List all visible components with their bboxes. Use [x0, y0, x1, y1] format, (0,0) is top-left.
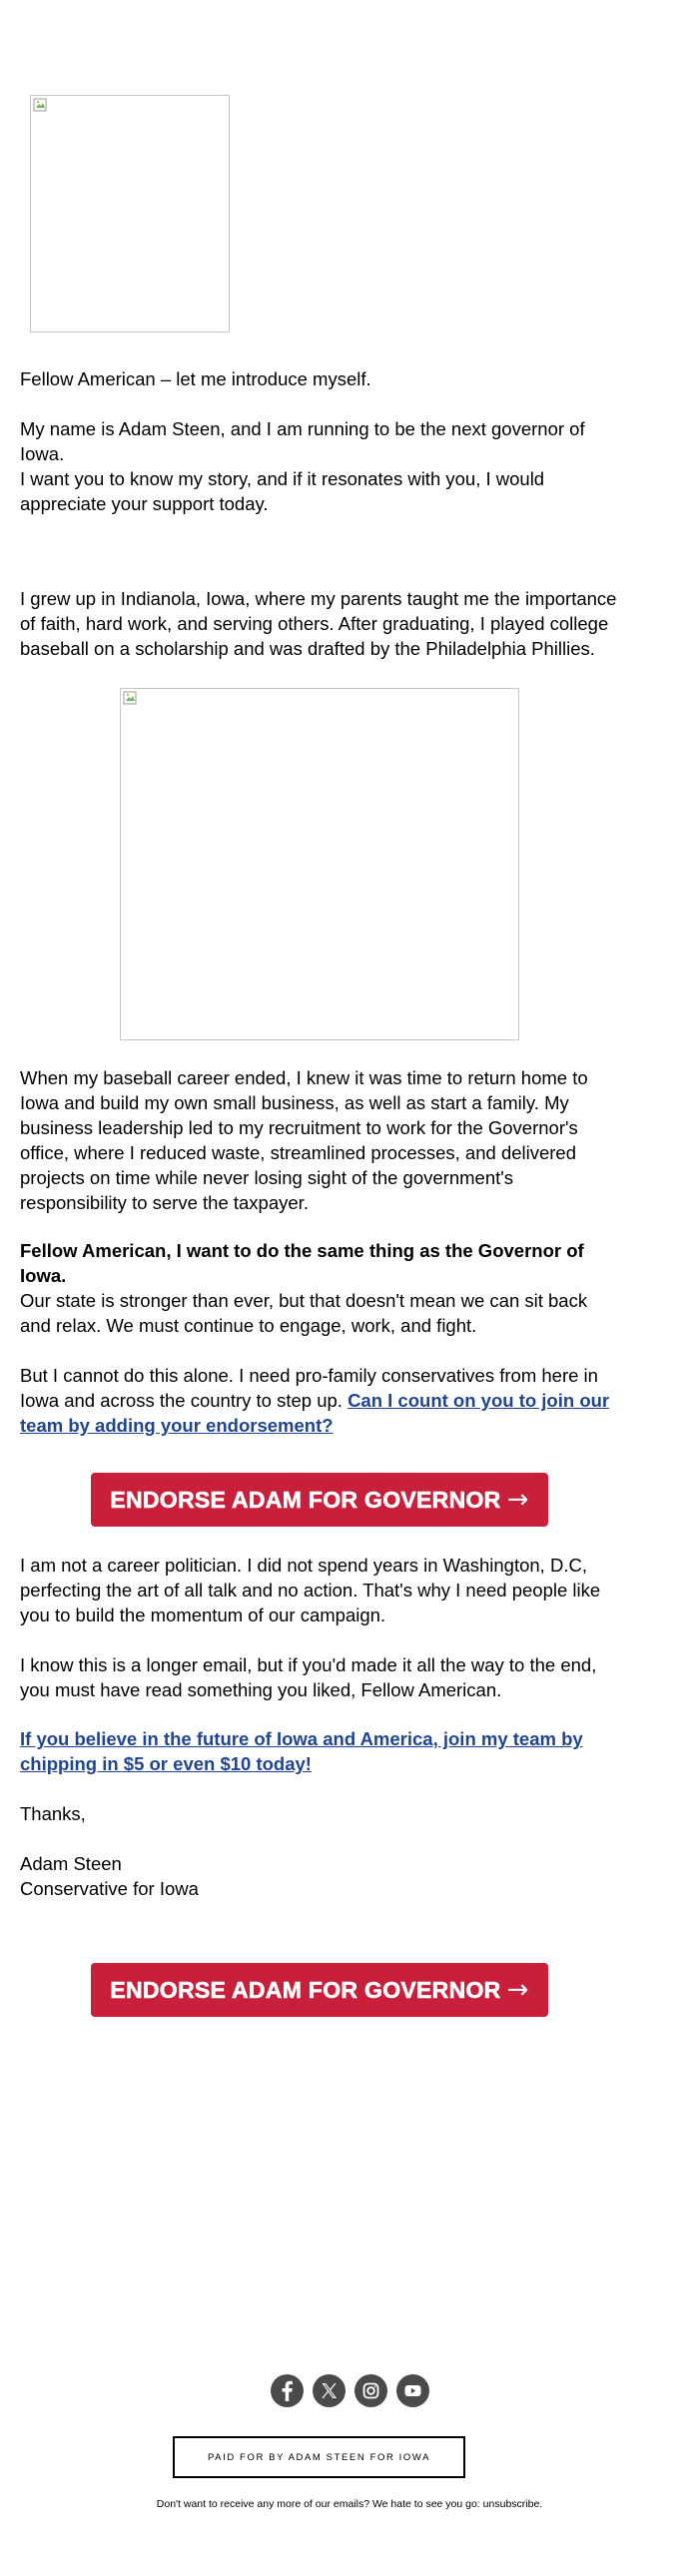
signature-name: Adam Steen — [20, 1853, 122, 1874]
instagram-icon — [354, 2374, 387, 2407]
broken-image-icon — [33, 98, 47, 112]
facebook-link[interactable] — [271, 2374, 304, 2407]
background-paragraph: I grew up in Indianola, Iowa, where my parents taught me the importance of faith, hard work, and serving others. After graduating, I played college baseball on a scholarship and was drafted by the Philadelphia Phillies. — [20, 588, 617, 659]
endorse-button-label: ENDORSE ADAM FOR GOVERNOR — [110, 1486, 501, 1513]
candidate-photo — [120, 688, 519, 1040]
career-paragraph: When my baseball career ended, I knew it was time to return home to Iowa and build my own small business, as well as start a family. My business leadership led to my recruitment to work for the Governor's office, where I reduced waste, streamlined processes, and delivered projects on time while never losing sight of the government's responsibility to serve the taxpayer. — [20, 1067, 588, 1213]
social-links — [0, 2374, 699, 2407]
mission-statement: Fellow American, I want to do the same thing as the Governor of Iowa. — [20, 1240, 584, 1286]
endorse-button[interactable] — [91, 1473, 548, 1527]
youtube-link[interactable] — [396, 2374, 429, 2407]
story-paragraph: I want you to know my story, and if it resonates with you, I would appreciate your support today. — [20, 468, 545, 514]
name-paragraph: My name is Adam Steen, and I am running to be the next governor of Iowa. — [20, 418, 585, 464]
intro-paragraph: Fellow American – let me introduce myself. — [20, 368, 371, 389]
arrow-right-icon: → — [506, 1485, 529, 1515]
header-image — [30, 95, 230, 332]
broken-image-icon — [123, 691, 137, 705]
signature-title: Conservative for Iowa — [20, 1878, 199, 1899]
unsubscribe-link[interactable]: unsubscribe. — [482, 2498, 543, 2510]
endorsement-link[interactable]: Can I count on you to join our team by adding your endorsement? — [20, 1390, 610, 1436]
x-icon — [313, 2374, 346, 2407]
state-paragraph: Our state is stronger than ever, but that doesn't mean we can sit back and relax. We must continue to engage, work, and fight. — [20, 1290, 588, 1336]
politician-paragraph: I am not a career politician. I did not spend years in Washington, D.C, perfecting the art of all talk and no action. That's why I need people like you to build the momentum of our campaign. — [20, 1555, 601, 1625]
endorse-button-label: ENDORSE ADAM FOR GOVERNOR — [110, 1976, 501, 2003]
unsubscribe-text: Don't want to receive any more of our emails? We hate to see you go: — [156, 2498, 480, 2510]
endorse-button-bottom[interactable] — [91, 1963, 548, 2017]
ask-paragraph — [20, 1363, 619, 1438]
paid-for-disclaimer: PAID FOR BY ADAM STEEN FOR IOWA — [173, 2436, 465, 2478]
donate-link[interactable]: If you believe in the future of Iowa and America, join my team by chipping in $5 or even $10 today! — [20, 1728, 583, 1774]
thanks-text: Thanks, — [20, 1803, 86, 1824]
long-email-paragraph: I know this is a longer email, but if you'd made it all the way to the end, you must have read something you liked, Fellow American. — [20, 1654, 597, 1700]
instagram-link[interactable] — [354, 2374, 387, 2407]
arrow-right-icon: → — [506, 1975, 529, 2005]
unsubscribe-note — [0, 2498, 699, 2510]
facebook-icon — [271, 2374, 304, 2407]
x-link[interactable] — [313, 2374, 346, 2407]
ask-text: But I cannot do this alone. I need pro-family conservatives from here in Iowa and across the country to step up. — [20, 1365, 598, 1411]
youtube-icon — [396, 2374, 429, 2407]
